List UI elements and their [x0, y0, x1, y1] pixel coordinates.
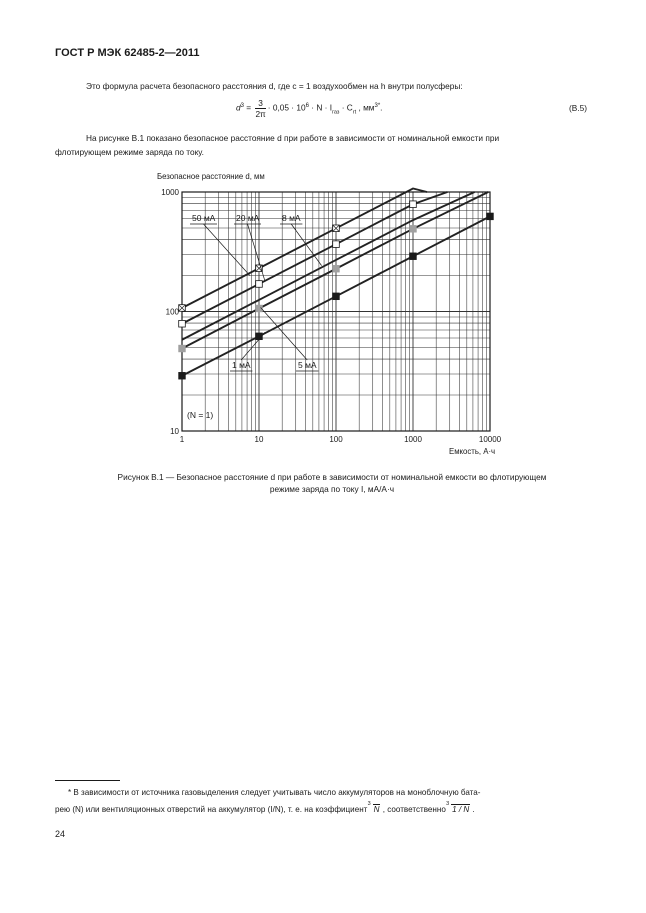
chart-y-axis-title: Безопасное расстояние d, мм — [157, 172, 265, 181]
data-point — [179, 372, 186, 379]
root-index-2: 3 — [446, 801, 450, 807]
data-point — [410, 201, 417, 208]
formula-sub2: rt — [352, 109, 357, 116]
root-index-1: 3 — [367, 801, 371, 807]
formula-rhs-exp: 6 — [305, 102, 309, 109]
paragraph-figure-intro-line2: флотирующем режиме заряда по току. — [55, 147, 204, 157]
y-tick-label: 100 — [165, 307, 179, 317]
annotation-n1: (N = 1) — [187, 410, 214, 420]
tick-labels — [161, 188, 501, 444]
equation-number: (В.5) — [569, 103, 587, 113]
formula-b5 — [236, 98, 382, 119]
data-point — [333, 265, 340, 272]
x-tick-label: 100 — [329, 435, 343, 444]
formula-frac-num: 3 — [255, 98, 265, 109]
data-point — [179, 320, 186, 327]
document-header: ГОСТ Р МЭК 62485-2—2011 — [55, 47, 200, 59]
x-tick-label: 10000 — [478, 435, 502, 444]
cube-root-inv-n — [446, 801, 470, 814]
x-tick-label: 10 — [254, 435, 264, 444]
series-label: 20 мА — [236, 213, 260, 223]
series-label: 50 мА — [192, 213, 216, 223]
data-point — [410, 226, 417, 233]
y-tick-label: 10 — [170, 427, 179, 436]
data-point — [179, 345, 186, 352]
formula-rhs5: . — [380, 102, 383, 113]
formula-lhs: d — [236, 102, 241, 113]
footnote-line2 — [55, 801, 475, 814]
root-radicand-1: N — [373, 805, 380, 814]
x-tick-label: 1000 — [404, 435, 422, 444]
paragraph-formula-intro: Это формула расчета безопасного расстояния d, где c = 1 воздухообмен на h внутри полусферы: — [86, 81, 463, 91]
formula-rhs3: · C — [339, 102, 353, 113]
safe-distance-chart — [150, 180, 510, 450]
series-label: 8 мА — [282, 213, 301, 223]
label-leader — [204, 224, 250, 276]
footnote-line2b: , соответственно — [380, 805, 449, 814]
figure-caption-line2: режиме заряда по току I, мА/А·ч — [269, 484, 395, 494]
formula-unit-exp: 3* — [374, 102, 381, 109]
chart-x-axis-title: Емкость, А·ч — [449, 447, 496, 456]
label-leader — [241, 332, 265, 360]
formula-lhs-exp: 3 — [240, 102, 244, 109]
figure-caption-line1: Рисунок В.1 — Безопасное расстояние d при работе в зависимости от номинальной емкости во флотирующем — [117, 472, 547, 482]
paragraph-figure-intro-line1: На рисунке В.1 показано безопасное расстояние d при работе в зависимости от номинальной емкости при — [86, 133, 500, 143]
data-point — [333, 293, 340, 300]
footnote-rule — [55, 780, 120, 781]
formula-rhs: · 0,05 · 10 — [267, 102, 306, 113]
cube-root-n — [367, 801, 381, 814]
formula-eq: = — [243, 102, 254, 113]
formula-frac-den: 2π — [255, 109, 266, 119]
footnote-line2c: . — [470, 805, 475, 814]
formula-fraction — [255, 98, 265, 119]
x-tick-label: 1 — [179, 435, 185, 444]
formula-rhs2: · N · I — [308, 102, 332, 113]
series-label: 1 мА — [232, 360, 251, 370]
formula-sub1: газ — [332, 109, 340, 116]
footnote-line2a: рею (N) или вентиляционных отверстий на аккумулятор (I/N), т. е. на коэффициент — [55, 805, 370, 814]
data-point — [410, 253, 417, 260]
data-point — [256, 281, 263, 288]
series-line — [182, 192, 447, 324]
page-number: 24 — [55, 829, 66, 839]
data-point — [333, 241, 340, 248]
footnote-line1: * В зависимости от источника газовыделения следует учитывать число аккумуляторов на моноблочную бата- — [68, 788, 481, 797]
formula-rhs4: , мм — [356, 102, 375, 113]
series-label: 5 мА — [298, 360, 317, 370]
root-radicand-2: 1 / N — [452, 805, 470, 814]
data-point — [487, 213, 494, 220]
y-tick-label: 1000 — [161, 188, 179, 197]
